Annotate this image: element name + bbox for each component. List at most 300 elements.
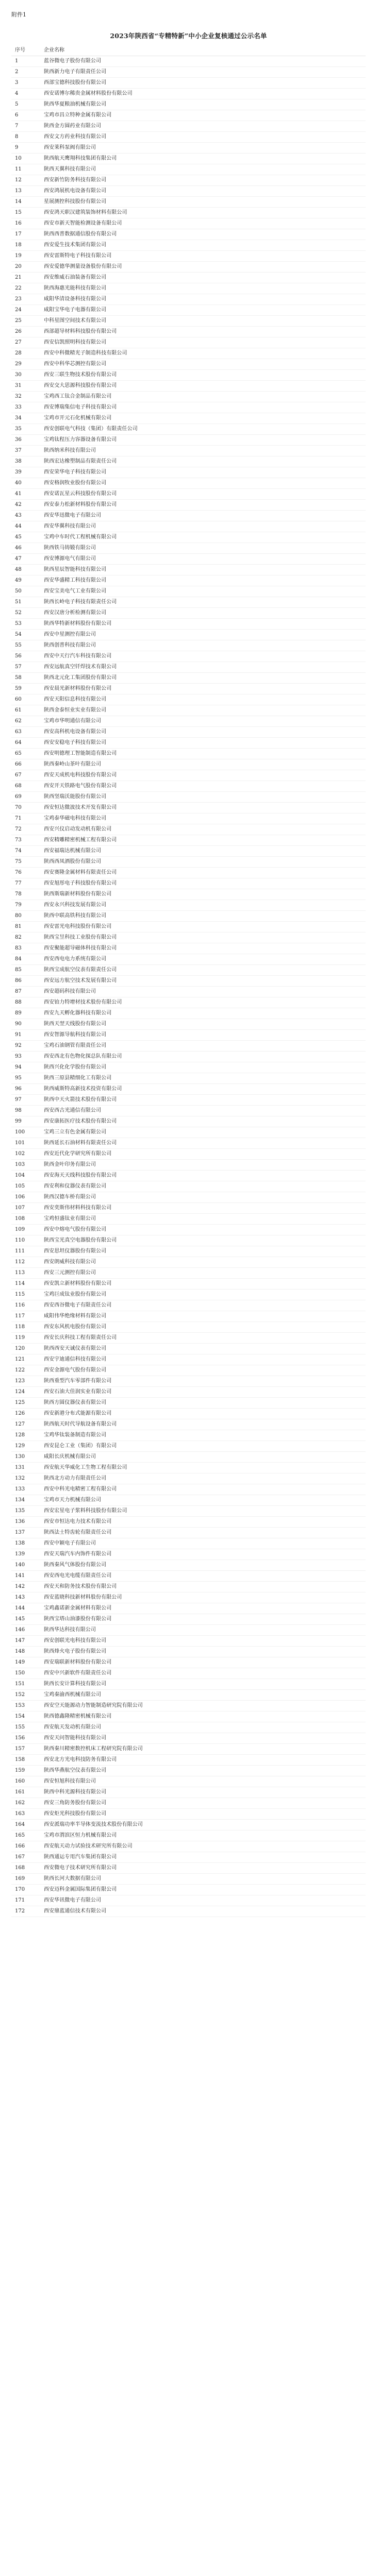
table-row bbox=[11, 1084, 366, 1095]
company-name: 西安派瑞功率半导体变流技术股份有限公司 bbox=[44, 1820, 366, 1831]
company-name: 西安康拓医疗技术股份有限公司 bbox=[44, 1116, 366, 1127]
company-name: 西安恒达微波技术开发有限公司 bbox=[44, 803, 366, 814]
row-number: 46 bbox=[11, 543, 44, 554]
company-name: 西安赛隆金属材料有限责任公司 bbox=[44, 868, 366, 878]
company-name: 咸阳宝华电子电器有限公司 bbox=[44, 305, 366, 316]
row-number: 11 bbox=[11, 164, 44, 175]
company-name: 西安铂力特增材技术股份有限公司 bbox=[44, 997, 366, 1008]
table-row bbox=[11, 197, 366, 208]
table-row bbox=[11, 67, 366, 78]
table-row bbox=[11, 965, 366, 976]
table-row bbox=[11, 1160, 366, 1171]
row-number: 37 bbox=[11, 446, 44, 456]
row-number: 29 bbox=[11, 359, 44, 370]
table-row bbox=[11, 294, 366, 305]
table-row bbox=[11, 1690, 366, 1701]
row-number: 113 bbox=[11, 1268, 44, 1279]
table-row bbox=[11, 705, 366, 716]
row-number: 83 bbox=[11, 943, 44, 954]
table-row bbox=[11, 1235, 366, 1246]
table-row bbox=[11, 1582, 366, 1592]
row-number: 10 bbox=[11, 154, 44, 164]
table-row bbox=[11, 1279, 366, 1290]
company-name: 西安中科微精光子制造科技有限公司 bbox=[44, 348, 366, 359]
table-row bbox=[11, 543, 366, 554]
company-name: 西安恒旭科技有限公司 bbox=[44, 1776, 366, 1787]
company-name: 陕西金方圆药业有限公司 bbox=[44, 121, 366, 132]
company-name: 西安瑞联新材料股份有限公司 bbox=[44, 1657, 366, 1668]
row-number: 20 bbox=[11, 262, 44, 273]
table-row bbox=[11, 1841, 366, 1852]
table-row bbox=[11, 1798, 366, 1809]
column-header-name: 企业名称 bbox=[44, 45, 366, 56]
row-number: 49 bbox=[11, 575, 44, 586]
row-number: 72 bbox=[11, 824, 44, 835]
row-number: 12 bbox=[11, 175, 44, 186]
row-number: 34 bbox=[11, 413, 44, 424]
row-number: 136 bbox=[11, 1517, 44, 1528]
row-number: 77 bbox=[11, 878, 44, 889]
row-number: 109 bbox=[11, 1225, 44, 1235]
company-name: 宝鸡中车时代工程机械有限公司 bbox=[44, 532, 366, 543]
table-row bbox=[11, 1300, 366, 1311]
company-name: 西安福瑞达机械有限公司 bbox=[44, 846, 366, 857]
company-name: 西安交大思源科技股份有限公司 bbox=[44, 381, 366, 392]
company-name: 陕西华特新材料股份有限公司 bbox=[44, 619, 366, 630]
row-number: 5 bbox=[11, 99, 44, 110]
company-name: 陕西宝成航空仪表有限责任公司 bbox=[44, 965, 366, 976]
table-row bbox=[11, 1246, 366, 1257]
table-row bbox=[11, 814, 366, 824]
row-number: 85 bbox=[11, 965, 44, 976]
company-name: 中科星图空间技术有限公司 bbox=[44, 316, 366, 327]
table-row bbox=[11, 1906, 366, 1917]
table-row bbox=[11, 500, 366, 511]
table-row bbox=[11, 803, 366, 814]
table-row bbox=[11, 1809, 366, 1820]
row-number: 81 bbox=[11, 922, 44, 933]
row-number: 150 bbox=[11, 1668, 44, 1679]
table-row bbox=[11, 511, 366, 521]
row-number: 154 bbox=[11, 1711, 44, 1722]
row-number: 138 bbox=[11, 1538, 44, 1549]
company-name: 宝鸡西工钛合金制品有限公司 bbox=[44, 392, 366, 402]
table-row bbox=[11, 1387, 366, 1398]
company-name: 宝鸡三立有色金属有限公司 bbox=[44, 1127, 366, 1138]
company-name: 陕西中科光源科技有限公司 bbox=[44, 1787, 366, 1798]
company-name: 陕西秦风气体股份有限公司 bbox=[44, 1560, 366, 1571]
row-number: 102 bbox=[11, 1149, 44, 1160]
row-number: 42 bbox=[11, 500, 44, 511]
table-row bbox=[11, 1030, 366, 1041]
table-row bbox=[11, 1322, 366, 1333]
row-number: 93 bbox=[11, 1052, 44, 1062]
row-number: 159 bbox=[11, 1766, 44, 1776]
table-row bbox=[11, 943, 366, 954]
table-row bbox=[11, 911, 366, 922]
row-number: 139 bbox=[11, 1549, 44, 1560]
table-row bbox=[11, 954, 366, 965]
row-number: 59 bbox=[11, 684, 44, 694]
table-row bbox=[11, 359, 366, 370]
company-name: 西安旭彤电子科技股份有限公司 bbox=[44, 878, 366, 889]
table-row bbox=[11, 1549, 366, 1560]
company-name: 西安诺瓦星云科技股份有限公司 bbox=[44, 489, 366, 500]
table-row bbox=[11, 597, 366, 608]
row-number: 120 bbox=[11, 1344, 44, 1354]
company-name: 西安西古光通信有限公司 bbox=[44, 1106, 366, 1116]
row-number: 33 bbox=[11, 402, 44, 413]
row-number: 61 bbox=[11, 705, 44, 716]
company-name: 西安北方光电科技防务有限公司 bbox=[44, 1755, 366, 1766]
table-row bbox=[11, 1268, 366, 1279]
table-row bbox=[11, 1484, 366, 1495]
row-number: 6 bbox=[11, 110, 44, 121]
company-name: 陕西西普数据通信股份有限公司 bbox=[44, 229, 366, 240]
row-number: 44 bbox=[11, 521, 44, 532]
company-name: 西安诺博尔稀贵金属材料股份有限公司 bbox=[44, 89, 366, 99]
company-name: 西安石油大佳润实业有限公司 bbox=[44, 1387, 366, 1398]
table-row bbox=[11, 1290, 366, 1300]
company-name: 西安长庆科技工程有限责任公司 bbox=[44, 1333, 366, 1344]
row-number: 55 bbox=[11, 640, 44, 651]
table-row bbox=[11, 1344, 366, 1354]
table-row bbox=[11, 738, 366, 749]
row-number: 163 bbox=[11, 1809, 44, 1820]
row-number: 8 bbox=[11, 132, 44, 143]
company-name: 陕西航天鹰翔科技集团有限公司 bbox=[44, 154, 366, 164]
company-name: 宝鸡市渭滨区恒力机械有限公司 bbox=[44, 1831, 366, 1841]
table-row bbox=[11, 1171, 366, 1181]
table-row bbox=[11, 1517, 366, 1528]
row-number: 39 bbox=[11, 467, 44, 478]
company-name: 宝鸡市开元石化机械有限公司 bbox=[44, 413, 366, 424]
company-name: 陕西长河大数据有限公司 bbox=[44, 1874, 366, 1885]
table-row bbox=[11, 1225, 366, 1235]
table-row bbox=[11, 1636, 366, 1647]
company-name: 西安中颖电子有限公司 bbox=[44, 1538, 366, 1549]
table-row bbox=[11, 316, 366, 327]
table-row bbox=[11, 1214, 366, 1225]
company-name: 西安三联生物技术股份有限公司 bbox=[44, 370, 366, 381]
table-row bbox=[11, 565, 366, 575]
table-row bbox=[11, 251, 366, 262]
company-name: 西安文方药业科技有限公司 bbox=[44, 132, 366, 143]
row-number: 38 bbox=[11, 456, 44, 467]
row-number: 121 bbox=[11, 1354, 44, 1365]
row-number: 91 bbox=[11, 1030, 44, 1041]
company-name: 宝鸡市华明通信有限公司 bbox=[44, 716, 366, 727]
company-name: 西安奕斯伟材料科技有限公司 bbox=[44, 1203, 366, 1214]
company-name: 西安宝美电气工业有限公司 bbox=[44, 586, 366, 597]
table-row bbox=[11, 208, 366, 218]
row-number: 90 bbox=[11, 1019, 44, 1030]
table-row bbox=[11, 1311, 366, 1322]
company-name: 西安利和仪器仪表有限公司 bbox=[44, 1181, 366, 1192]
row-number: 35 bbox=[11, 424, 44, 435]
row-number: 170 bbox=[11, 1885, 44, 1895]
table-row bbox=[11, 1852, 366, 1863]
table-row bbox=[11, 684, 366, 694]
row-number: 157 bbox=[11, 1744, 44, 1755]
table-row bbox=[11, 1419, 366, 1430]
company-name: 西安天问智能科技有限公司 bbox=[44, 1733, 366, 1744]
row-number: 4 bbox=[11, 89, 44, 99]
row-number: 151 bbox=[11, 1679, 44, 1690]
row-number: 143 bbox=[11, 1592, 44, 1603]
row-number: 41 bbox=[11, 489, 44, 500]
table-row bbox=[11, 154, 366, 164]
row-number: 152 bbox=[11, 1690, 44, 1701]
table-row bbox=[11, 229, 366, 240]
row-number: 75 bbox=[11, 857, 44, 868]
table-row bbox=[11, 586, 366, 597]
company-name: 西安高科机电设备有限公司 bbox=[44, 727, 366, 738]
company-name: 西安宏星电子浆料科技股份有限公司 bbox=[44, 1506, 366, 1517]
table-row bbox=[11, 1106, 366, 1116]
row-number: 17 bbox=[11, 229, 44, 240]
row-number: 140 bbox=[11, 1560, 44, 1571]
row-number: 160 bbox=[11, 1776, 44, 1787]
company-name: 陕西纳米科技有限公司 bbox=[44, 446, 366, 456]
company-name: 西安爱生技术集团有限公司 bbox=[44, 240, 366, 251]
company-name: 西安泰力松新材料股份有限公司 bbox=[44, 500, 366, 511]
row-number: 66 bbox=[11, 759, 44, 770]
table-row bbox=[11, 554, 366, 565]
company-name: 宝鸡泰华磁电科技有限公司 bbox=[44, 814, 366, 824]
row-number: 13 bbox=[11, 186, 44, 197]
table-row bbox=[11, 1647, 366, 1657]
table-row bbox=[11, 370, 366, 381]
company-name: 西安近代化学研究所有限公司 bbox=[44, 1149, 366, 1160]
company-name: 陕西德鑫隆精密机械有限公司 bbox=[44, 1711, 366, 1722]
table-row bbox=[11, 402, 366, 413]
company-name: 陕西法士特齿轮有限责任公司 bbox=[44, 1528, 366, 1538]
company-name: 西安创联光电科技有限公司 bbox=[44, 1636, 366, 1647]
row-number: 137 bbox=[11, 1528, 44, 1538]
table-row bbox=[11, 1592, 366, 1603]
row-number: 94 bbox=[11, 1062, 44, 1073]
table-row bbox=[11, 1019, 366, 1030]
row-number: 92 bbox=[11, 1041, 44, 1052]
table-row bbox=[11, 640, 366, 651]
row-number: 30 bbox=[11, 370, 44, 381]
row-number: 9 bbox=[11, 143, 44, 154]
company-name: 陕西延长石油材料有限责任公司 bbox=[44, 1138, 366, 1149]
row-number: 106 bbox=[11, 1192, 44, 1203]
table-row bbox=[11, 922, 366, 933]
table-row bbox=[11, 1614, 366, 1625]
table-row bbox=[11, 749, 366, 759]
company-name: 西安天阳信息科技有限公司 bbox=[44, 694, 366, 705]
row-number: 96 bbox=[11, 1084, 44, 1095]
company-name: 西安华迅微电子有限公司 bbox=[44, 511, 366, 521]
table-row bbox=[11, 1701, 366, 1711]
company-name: 西安蓝晓科技新材料股份有限公司 bbox=[44, 1592, 366, 1603]
company-name: 西安天和防务技术股份有限公司 bbox=[44, 1582, 366, 1592]
table-row bbox=[11, 1657, 366, 1668]
company-name: 西安航天动力试验技术研究所有限公司 bbox=[44, 1841, 366, 1852]
table-row bbox=[11, 727, 366, 738]
table-row bbox=[11, 1733, 366, 1744]
company-name: 西安中熔电气股份有限公司 bbox=[44, 1225, 366, 1235]
table-row bbox=[11, 619, 366, 630]
table-row bbox=[11, 1668, 366, 1679]
company-name: 宝鸡石油钢管有限责任公司 bbox=[44, 1041, 366, 1052]
table-row bbox=[11, 99, 366, 110]
company-name: 陕西宝光真空电器股份有限公司 bbox=[44, 1235, 366, 1246]
table-row bbox=[11, 143, 366, 154]
row-number: 133 bbox=[11, 1484, 44, 1495]
company-name: 陕西通运专用汽车集团有限公司 bbox=[44, 1852, 366, 1863]
table-row bbox=[11, 1095, 366, 1106]
row-number: 103 bbox=[11, 1160, 44, 1171]
row-number: 56 bbox=[11, 651, 44, 662]
row-number: 87 bbox=[11, 987, 44, 997]
row-number: 50 bbox=[11, 586, 44, 597]
row-number: 107 bbox=[11, 1203, 44, 1214]
row-number: 148 bbox=[11, 1647, 44, 1657]
row-number: 165 bbox=[11, 1831, 44, 1841]
row-number: 122 bbox=[11, 1365, 44, 1376]
company-name: 西安炬光科技股份有限公司 bbox=[44, 1809, 366, 1820]
row-number: 95 bbox=[11, 1073, 44, 1084]
table-row bbox=[11, 121, 366, 132]
company-name: 西安智源导航科技有限公司 bbox=[44, 1030, 366, 1041]
company-name: 西安天成机电科技股份有限公司 bbox=[44, 770, 366, 781]
row-number: 129 bbox=[11, 1441, 44, 1452]
table-row bbox=[11, 1062, 366, 1073]
row-number: 82 bbox=[11, 933, 44, 943]
row-number: 125 bbox=[11, 1398, 44, 1409]
table-row bbox=[11, 1528, 366, 1538]
table-row bbox=[11, 1365, 366, 1376]
table-row bbox=[11, 56, 366, 67]
table-row bbox=[11, 1409, 366, 1419]
row-number: 28 bbox=[11, 348, 44, 359]
company-name: 西安昆仑工业（集团）有限公司 bbox=[44, 1441, 366, 1452]
row-number: 26 bbox=[11, 327, 44, 337]
table-row bbox=[11, 1787, 366, 1798]
row-number: 3 bbox=[11, 78, 44, 89]
company-name: 陕西宝塔山油漆股份有限公司 bbox=[44, 1614, 366, 1625]
company-name: 陕西铁马铸锻有限公司 bbox=[44, 543, 366, 554]
table-row bbox=[11, 1127, 366, 1138]
table-row bbox=[11, 997, 366, 1008]
company-name: 西安鼎蓝通信技术有限公司 bbox=[44, 1906, 366, 1917]
table-row bbox=[11, 381, 366, 392]
row-number: 164 bbox=[11, 1820, 44, 1831]
table-row bbox=[11, 868, 366, 878]
annex-label: 附件1 bbox=[11, 11, 26, 18]
company-name: 西安华盛精工科技有限公司 bbox=[44, 575, 366, 586]
row-number: 158 bbox=[11, 1755, 44, 1766]
row-number: 135 bbox=[11, 1506, 44, 1517]
row-number: 116 bbox=[11, 1300, 44, 1311]
table-row bbox=[11, 759, 366, 770]
row-number: 127 bbox=[11, 1419, 44, 1430]
table-row bbox=[11, 337, 366, 348]
company-name: 陕西天翼科技有限公司 bbox=[44, 164, 366, 175]
row-number: 88 bbox=[11, 997, 44, 1008]
row-number: 78 bbox=[11, 889, 44, 900]
table-row bbox=[11, 1885, 366, 1895]
company-name: 西安开天铁路电气股份有限公司 bbox=[44, 781, 366, 792]
table-row bbox=[11, 694, 366, 705]
table-row bbox=[11, 446, 366, 456]
company-name: 西安朗威科技有限公司 bbox=[44, 1257, 366, 1268]
company-name: 陕西金泰恒业实业有限公司 bbox=[44, 705, 366, 716]
company-name: 西安市恒达电力技术有限公司 bbox=[44, 1517, 366, 1528]
row-number: 99 bbox=[11, 1116, 44, 1127]
company-name: 西安新港分布式能源有限公司 bbox=[44, 1409, 366, 1419]
company-name: 西安创联电气科技（集团）有限责任公司 bbox=[44, 424, 366, 435]
table-header bbox=[11, 45, 366, 56]
row-number: 153 bbox=[11, 1701, 44, 1711]
row-number: 24 bbox=[11, 305, 44, 316]
company-name: 西安新竹防务科技有限公司 bbox=[44, 175, 366, 186]
company-name: 西安超码科技有限公司 bbox=[44, 987, 366, 997]
company-name: 西部超导材料科技股份有限公司 bbox=[44, 327, 366, 337]
row-number: 117 bbox=[11, 1311, 44, 1322]
company-name: 陕西汉德车桥有限公司 bbox=[44, 1192, 366, 1203]
row-number: 147 bbox=[11, 1636, 44, 1647]
company-name: 陕西坚瑞沃能股份有限公司 bbox=[44, 792, 366, 803]
company-name: 西安雷光电科技股份有限公司 bbox=[44, 922, 366, 933]
company-name: 西安华翼科技有限公司 bbox=[44, 521, 366, 532]
table-row bbox=[11, 673, 366, 684]
row-number: 168 bbox=[11, 1863, 44, 1874]
table-row bbox=[11, 89, 366, 99]
row-number: 130 bbox=[11, 1452, 44, 1463]
company-name: 陕西宏达橡塑制品有限责任公司 bbox=[44, 456, 366, 467]
company-name: 陕西华夏粮油机械有限公司 bbox=[44, 99, 366, 110]
company-name: 西安海天天线科技股份有限公司 bbox=[44, 1171, 366, 1181]
company-name: 陕西重型汽车零部件有限公司 bbox=[44, 1376, 366, 1387]
company-name: 西安空天能源动力智能制造研究院有限公司 bbox=[44, 1701, 366, 1711]
row-number: 108 bbox=[11, 1214, 44, 1225]
table-row bbox=[11, 478, 366, 489]
row-number: 144 bbox=[11, 1603, 44, 1614]
table-row bbox=[11, 456, 366, 467]
company-name: 西安思坦仪器股份有限公司 bbox=[44, 1246, 366, 1257]
table-row bbox=[11, 78, 366, 89]
table-row bbox=[11, 424, 366, 435]
table-row bbox=[11, 1073, 366, 1084]
row-number: 47 bbox=[11, 554, 44, 565]
row-number: 172 bbox=[11, 1906, 44, 1917]
table-row bbox=[11, 900, 366, 911]
company-name: 西安航天发动机有限公司 bbox=[44, 1722, 366, 1733]
table-row bbox=[11, 1333, 366, 1344]
row-number: 126 bbox=[11, 1409, 44, 1419]
row-number: 36 bbox=[11, 435, 44, 446]
company-name: 陕西秦岭山茶叶有限公司 bbox=[44, 759, 366, 770]
row-number: 161 bbox=[11, 1787, 44, 1798]
table-row bbox=[11, 857, 366, 868]
company-name: 西安汉唐分析检测有限公司 bbox=[44, 608, 366, 619]
company-name: 西安迈科金属国际集团有限公司 bbox=[44, 1885, 366, 1895]
row-number: 119 bbox=[11, 1333, 44, 1344]
company-name: 陕西烽火电子股份有限公司 bbox=[44, 1647, 366, 1657]
company-name: 陕西兴化化学股份有限公司 bbox=[44, 1062, 366, 1073]
company-name: 宝鸡巨成钛业股份有限公司 bbox=[44, 1290, 366, 1300]
row-number: 98 bbox=[11, 1106, 44, 1116]
table-row bbox=[11, 1203, 366, 1214]
table-row bbox=[11, 1625, 366, 1636]
row-number: 105 bbox=[11, 1181, 44, 1192]
company-name: 西安信凯照明科技有限公司 bbox=[44, 337, 366, 348]
